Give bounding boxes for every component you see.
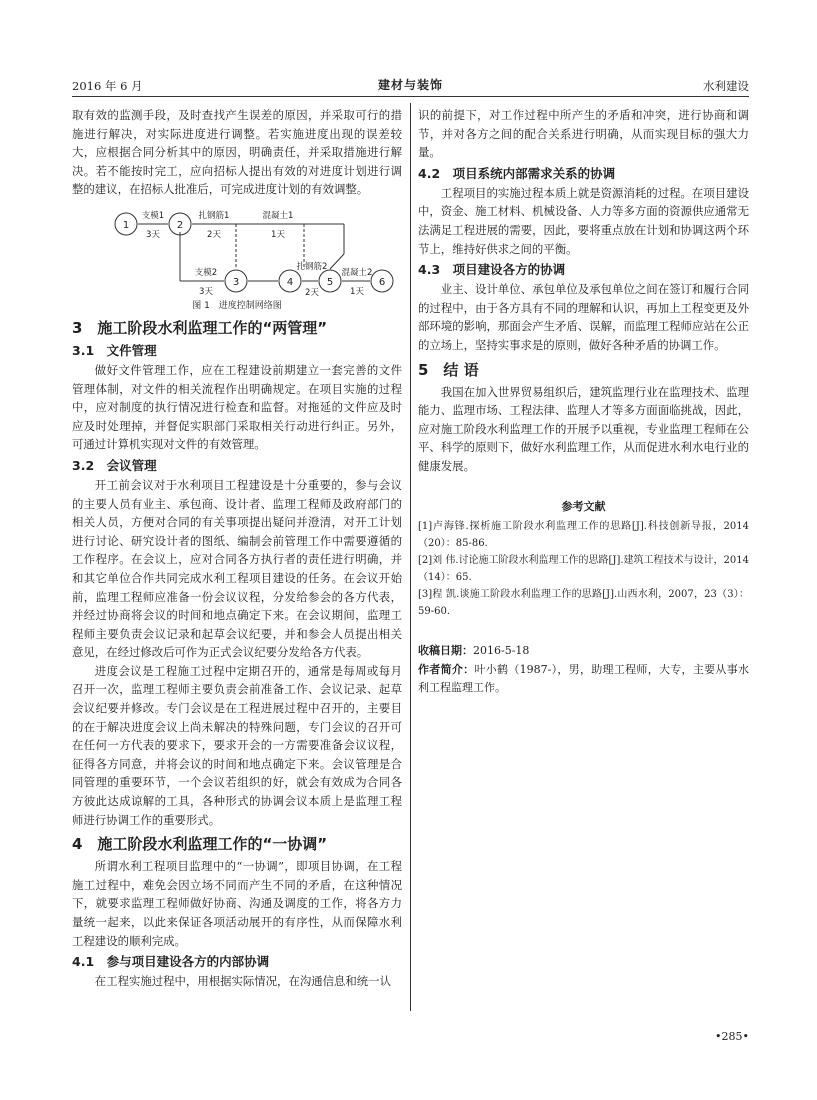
received-date [418,642,749,661]
figure-caption: 图 1 进度控制网络图 [192,300,282,311]
activity-duration: 1天 [350,286,364,297]
page-number: •285• [715,1030,749,1043]
node-label: 2 [176,219,184,231]
activity-name: 混凝土2 [341,267,373,278]
paragraph: 我国在加入世界贸易组织后，建筑监理行业在监理技术、监理能力、监理市场、工程法律、监理人才等多方面面临挑战，因此，应对施工阶段水利监理工作的开展予以重视，专业监理工程师在公平、科学的原则下，做好水利监理工作，从而促进水利水电行业的健康发展。 [418,384,749,473]
activity-duration: 2天 [305,287,319,298]
header-date: 2016 年 6 月 [72,79,143,93]
activity-duration: 3天 [146,229,160,240]
section-heading: 3 施工阶段水利监理工作的“两管理” [72,318,328,337]
header-section: 水利建设 [703,79,749,93]
activity-name: 支模1 [141,210,165,221]
node-label: 6 [378,276,386,288]
network-figure [72,202,402,300]
subsection-heading: 4.1 参与项目建设各方的内部协调 [72,954,270,970]
header-rule [72,96,749,97]
activity-duration: 1天 [271,229,285,240]
paragraph: 在工程实施过程中，用根据实际情况，在沟通信息和统一认 [94,974,391,989]
activity-name: 混凝土1 [262,210,294,221]
paragraph: 工程项目的实施过程本质上就是资源消耗的过程。在项目建设中，资金、施工材料、机械设备、人力等多方面的资源供应通常无法满足工程进展的需要，因此，要将重点放在计划和协调这两个环节上，维持好供求之间的平衡。 [418,185,749,256]
paragraph: 开工前会议对于水利项目工程建设是十分重要的，参与会议的主要人员有业主、承包商、设计者、监理工程师及政府部门的相关人员，方便对合同的有关事项提出疑问并澄清，对开工计划进行讨论、研究设计者的图纸、编制会前管理工作中需要遵循的工作程序。在会议上，应对合同各方执行者的责任进行明确，并和其它单位合作共同完成水利工程项目建设的任务。在会议开始前，监理工程师应准备一份会议议程，分发给参会的各方代表，并经过协商将会议的时间和地点确定下来。在会议期间，监理工程师主要负责会议记录和起草会议纪要，并和参会人员提出相关意见，在经过修改后可作为正式会议纪要分发给各方代表。 [72,477,402,660]
node-label: 4 [286,276,294,288]
section-heading: 5 结 语 [418,360,479,379]
received-label: 收稿日期： [418,644,473,658]
subsection-heading: 3.1 文件管理 [72,342,157,358]
paragraph: 取有效的监测手段，及时查找产生误差的原因，并采取可行的措施进行解决，对实际进度进行调整。若实施进度出现的误差较大，应根据合同分析其中的原因，明确责任，并采取措施进行解决。若不能按时完工，应向招标人提出有效的对进度计划进行调整的建议，在招标人批准后，可完成进度计划的有效调整。 [72,108,402,197]
reference-item: [3]程 凯.谈施工阶段水利监理工作的思路[J].山西水利，2007，23（3）：59-60. [418,589,749,618]
subsection-heading: 4.2 项目系统内部需求关系的协调 [418,165,616,181]
paragraph: 进度会议是工程施工过程中定期召开的，通常是每周或每月召开一次，监理工程师主要负责会前准备工作、会议记录、起草会议纪要并修改。专门会议是在工程进展过程中召开的，主要目的在于解决进度会议上尚未解决的特殊问题，专门会议的召开可在任何一方代表的要求下，要求开会的一方需要准备会议议程，征得各方同意，并将会议的时间和地点确定下来。会议管理是合同管理的重要环节，一个会议若组织的好，就会有效成为合同各方彼此达成谅解的工具，各种形式的协调会议本质上是监理工程师进行协调工作的重要形式。 [72,663,402,827]
journal-title: 建材与装饰 [377,78,443,92]
paragraph: 业主、设计单位、承包单位及承包单位之间在签订和履行合同的过程中，由于各方具有不同的理解和认识，再加上工程变更及外部环境的影响，那面会产生矛盾、误解，而监理工程师应站在公正的立场上，坚持实事求是的原则，做好各种矛盾的协调工作。 [418,282,749,352]
received-value: 2016-5-18 [473,644,530,658]
reference-item: [2]刘 伟.讨论施工阶段水利监理工作的思路[J].建筑工程技术与设计，2014（14）：65. [418,555,749,584]
column-divider [410,103,411,1011]
activity-name: 扎钢筋2 [296,261,328,272]
paragraph: 识的前提下，对工作过程中所产生的矛盾和冲突，进行协商和调节，并对各方之间的配合关系进行明确，从而实现目标的强大力量。 [418,108,749,160]
running-header [72,76,749,96]
author-bio [418,661,749,698]
activity-name: 扎钢筋1 [198,210,230,221]
author-value: 叶小鹤（1987-），男，助理工程师，大专，主要从事水利工程监理工作。 [418,662,750,695]
node-label: 5 [326,276,334,288]
paragraph: 做好文件管理工作，应在工程建设前期建立一套完善的文件管理体制，对文件的相关流程作出明确规定。在项目实施的过程中，应对制度的执行情况进行检查和监督。对拖延的文件应及时应及时处理掉，并督促实职部门采取相关行动进行纠正。另外，可通过计算机实现对文件的有效管理。 [72,362,402,452]
right-column [418,106,749,698]
reference-item: [1]卢海锋.探析施工阶段水利监理工作的思路[J].科技创新导报，2014（20）：85-86. [418,521,749,550]
network-diagram [72,202,402,300]
section-heading: 4 施工阶段水利监理工作的“一协调” [72,835,328,854]
node-label: 3 [232,276,240,288]
activity-duration: 3天 [199,286,213,297]
references-heading: 参考文献 [561,499,606,513]
subsection-heading: 4.3 项目建设各方的协调 [418,262,566,278]
activity-duration: 2天 [207,229,221,240]
left-column [72,106,402,991]
node-label: 1 [122,219,130,231]
author-label: 作者简介： [418,662,475,676]
subsection-heading: 3.2 会议管理 [72,457,157,473]
activity-name: 支模2 [194,267,218,278]
paragraph: 所谓水利工程项目监理中的“一协调”，即项目协调，在工程施工过程中，难免会因立场不同而产生不同的矛盾，在这种情况下，就要求监理工程师做好协商、沟通及调度的工作，将各方力量统一起来，以此来保证各项活动展开的有序性，从而保障水利工程建设的顺利完成。 [72,859,402,948]
